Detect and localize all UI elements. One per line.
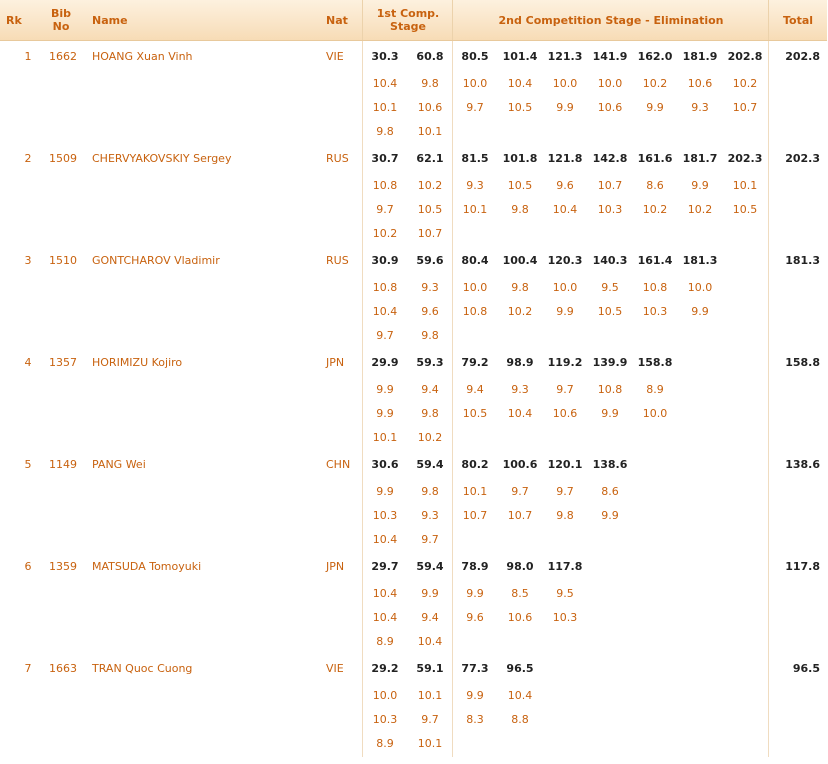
stage1-series-score: 10.4 — [372, 611, 398, 624]
stage2-series-score: 10.4 — [507, 689, 533, 702]
stage2-cumulative-score: 142.8 — [592, 152, 628, 165]
stage1-series-score: 9.8 — [421, 485, 439, 498]
stage2-series-score: 10.1 — [462, 203, 488, 216]
total-score: 158.8 — [785, 356, 820, 369]
stage1-series-score: 9.3 — [421, 281, 439, 294]
table-row — [0, 560, 827, 662]
stage1-cumulative-score: 29.2 — [371, 662, 399, 675]
stage1-header: 1st Comp. Stage — [376, 7, 440, 33]
stage2-series-score: 10.6 — [687, 77, 713, 90]
table-row — [0, 458, 827, 560]
stage1-series-score: 9.9 — [376, 407, 394, 420]
stage1-cumulative-score: 30.7 — [371, 152, 399, 165]
stage2-series-score: 10.4 — [507, 77, 533, 90]
stage1-series-score: 9.7 — [421, 713, 439, 726]
stage1-cumulative-score: 60.8 — [416, 50, 444, 63]
stage2-series-score: 9.8 — [511, 203, 529, 216]
stage2-cumulative-score: 120.3 — [547, 254, 583, 267]
rank-cell: 2 — [24, 152, 32, 165]
stage2-series-score: 9.9 — [601, 509, 619, 522]
athlete-name: TRAN Quoc Cuong — [92, 662, 193, 675]
stage2-cumulative-score: 121.8 — [547, 152, 583, 165]
stage1-series-score: 10.1 — [372, 431, 398, 444]
bib-cell: 1149 — [49, 458, 77, 471]
bib-cell: 1357 — [49, 356, 77, 369]
nation-code: VIE — [326, 662, 344, 675]
stage1-series-score: 9.8 — [376, 125, 394, 138]
stage1-series-score: 9.6 — [421, 305, 439, 318]
total-score: 181.3 — [785, 254, 820, 267]
stage2-series-score: 10.0 — [642, 407, 668, 420]
rank-cell: 3 — [24, 254, 32, 267]
stage1-series-score: 9.8 — [421, 407, 439, 420]
stage1-series-score: 10.4 — [372, 587, 398, 600]
stage2-cumulative-score: 100.6 — [502, 458, 538, 471]
stage2-series-score: 8.6 — [601, 485, 619, 498]
stage1-series-score: 10.4 — [417, 635, 443, 648]
stage2-cumulative-score: 98.0 — [506, 560, 534, 573]
athlete-name: MATSUDA Tomoyuki — [92, 560, 202, 573]
stage1-series-score: 10.1 — [372, 101, 398, 114]
stage2-series-score: 10.5 — [462, 407, 488, 420]
stage2-series-score: 9.3 — [466, 179, 484, 192]
stage2-series-score: 8.6 — [646, 179, 664, 192]
stage2-cumulative-score: 161.6 — [637, 152, 673, 165]
total-score: 138.6 — [785, 458, 820, 471]
nat-header: Nat — [326, 13, 348, 27]
stage2-series-score: 9.9 — [601, 407, 619, 420]
stage2-series-score: 10.2 — [732, 77, 758, 90]
stage1-series-score: 10.4 — [372, 533, 398, 546]
stage2-cumulative-score: 120.1 — [547, 458, 583, 471]
stage1-series-score: 8.9 — [376, 635, 394, 648]
stage2-series-score: 9.8 — [511, 281, 529, 294]
stage2-series-score: 8.3 — [466, 713, 484, 726]
athlete-name: HORIMIZU Kojiro — [92, 356, 183, 369]
stage2-cumulative-score: 101.4 — [502, 50, 538, 63]
stage2-series-score: 9.6 — [556, 179, 574, 192]
stage2-series-score: 10.8 — [597, 383, 623, 396]
stage1-series-score: 10.5 — [417, 203, 443, 216]
stage2-cumulative-score: 79.2 — [461, 356, 489, 369]
stage2-series-score: 10.6 — [507, 611, 533, 624]
total-header: Total — [782, 13, 814, 27]
nation-code: VIE — [326, 50, 344, 63]
stage1-series-score: 10.0 — [372, 689, 398, 702]
stage2-series-score: 10.6 — [552, 407, 578, 420]
stage2-cumulative-score: 181.3 — [682, 254, 718, 267]
results-table-header — [0, 0, 827, 41]
stage2-series-score: 9.7 — [556, 485, 574, 498]
athlete-name: GONTCHAROV Vladimir — [92, 254, 220, 267]
table-row — [0, 254, 827, 356]
stage2-series-score: 9.5 — [556, 587, 574, 600]
stage2-cumulative-score: 119.2 — [547, 356, 583, 369]
stage2-series-score: 10.5 — [507, 179, 533, 192]
name-header: Name — [92, 13, 128, 27]
stage2-series-score: 8.8 — [511, 713, 529, 726]
stage1-cumulative-score: 30.9 — [371, 254, 399, 267]
stage2-cumulative-score: 138.6 — [592, 458, 628, 471]
stage2-series-score: 10.0 — [462, 281, 488, 294]
stage2-series-score: 10.0 — [552, 281, 578, 294]
stage1-cumulative-score: 29.9 — [371, 356, 399, 369]
stage1-series-score: 10.2 — [417, 179, 443, 192]
stage2-cumulative-score: 181.9 — [682, 50, 718, 63]
stage2-series-score: 10.3 — [552, 611, 578, 624]
total-score: 202.3 — [785, 152, 820, 165]
stage2-series-score: 9.7 — [556, 383, 574, 396]
stage2-cumulative-score: 77.3 — [461, 662, 489, 675]
stage2-series-score: 10.0 — [687, 281, 713, 294]
stage1-series-score: 9.4 — [421, 383, 439, 396]
stage2-cumulative-score: 80.2 — [461, 458, 489, 471]
rank-cell: 7 — [24, 662, 32, 675]
stage2-series-score: 10.5 — [597, 305, 623, 318]
stage2-series-score: 8.9 — [646, 383, 664, 396]
stage2-cumulative-score: 140.3 — [592, 254, 628, 267]
stage1-cumulative-score: 59.3 — [416, 356, 444, 369]
stage2-cumulative-score: 100.4 — [502, 254, 538, 267]
stage1-cumulative-score: 30.6 — [371, 458, 399, 471]
stage2-header: 2nd Competition Stage - Elimination — [498, 13, 724, 27]
stage1-series-score: 10.3 — [372, 509, 398, 522]
table-row — [0, 662, 827, 764]
stage2-series-score: 10.8 — [642, 281, 668, 294]
nation-code: RUS — [326, 254, 349, 267]
stage1-series-score: 10.4 — [372, 305, 398, 318]
rank-cell: 6 — [24, 560, 32, 573]
stage2-series-score: 10.0 — [462, 77, 488, 90]
nation-code: RUS — [326, 152, 349, 165]
stage2-series-score: 9.9 — [691, 179, 709, 192]
stage1-series-score: 10.4 — [372, 77, 398, 90]
stage2-cumulative-score: 98.9 — [506, 356, 534, 369]
table-row — [0, 356, 827, 458]
stage1-series-score: 10.8 — [372, 179, 398, 192]
stage2-series-score: 10.4 — [552, 203, 578, 216]
bib-cell: 1662 — [49, 50, 77, 63]
stage2-series-score: 9.9 — [691, 305, 709, 318]
stage2-series-score: 10.6 — [597, 101, 623, 114]
stage2-series-score: 10.7 — [597, 179, 623, 192]
stage2-cumulative-score: 141.9 — [592, 50, 628, 63]
stage2-series-score: 9.7 — [511, 485, 529, 498]
nation-code: CHN — [326, 458, 351, 471]
stage1-series-score: 9.8 — [421, 77, 439, 90]
stage1-cumulative-score: 59.6 — [416, 254, 444, 267]
stage1-cumulative-score: 59.1 — [416, 662, 444, 675]
stage2-cumulative-score: 181.7 — [682, 152, 718, 165]
stage1-series-score: 10.8 — [372, 281, 398, 294]
stage1-series-score: 10.2 — [372, 227, 398, 240]
stage1-series-score: 10.2 — [417, 431, 443, 444]
stage2-cumulative-score: 81.5 — [461, 152, 489, 165]
stage2-series-score: 10.2 — [642, 203, 668, 216]
stage2-series-score: 10.1 — [462, 485, 488, 498]
stage2-cumulative-score: 161.4 — [637, 254, 673, 267]
stage2-cumulative-score: 139.9 — [592, 356, 628, 369]
rank-header: Rk — [6, 13, 22, 27]
stage2-series-score: 8.5 — [511, 587, 529, 600]
stage2-series-score: 10.5 — [507, 101, 533, 114]
stage1-series-score: 9.4 — [421, 611, 439, 624]
stage2-series-score: 9.9 — [556, 101, 574, 114]
stage2-series-score: 10.2 — [642, 77, 668, 90]
stage2-cumulative-score: 202.8 — [727, 50, 763, 63]
header-divider — [452, 0, 453, 40]
stage2-series-score: 9.9 — [556, 305, 574, 318]
stage2-series-score: 10.1 — [732, 179, 758, 192]
rank-cell: 5 — [24, 458, 32, 471]
stage1-series-score: 9.9 — [376, 485, 394, 498]
stage1-series-score: 9.7 — [376, 329, 394, 342]
total-score: 117.8 — [785, 560, 820, 573]
stage2-cumulative-score: 117.8 — [547, 560, 583, 573]
stage2-series-score: 10.3 — [597, 203, 623, 216]
stage1-series-score: 9.9 — [376, 383, 394, 396]
stage1-cumulative-score: 62.1 — [416, 152, 444, 165]
stage2-series-score: 10.8 — [462, 305, 488, 318]
header-divider — [768, 0, 769, 40]
stage2-cumulative-score: 202.3 — [727, 152, 763, 165]
stage2-cumulative-score: 101.8 — [502, 152, 538, 165]
bib-header: Bib No — [50, 7, 72, 33]
stage2-series-score: 9.3 — [511, 383, 529, 396]
stage1-cumulative-score: 59.4 — [416, 458, 444, 471]
athlete-name: CHERVYAKOVSKIY Sergey — [92, 152, 232, 165]
bib-cell: 1509 — [49, 152, 77, 165]
stage1-series-score: 10.3 — [372, 713, 398, 726]
stage2-cumulative-score: 80.4 — [461, 254, 489, 267]
stage2-series-score: 10.3 — [642, 305, 668, 318]
stage2-series-score: 10.7 — [462, 509, 488, 522]
stage2-series-score: 10.5 — [732, 203, 758, 216]
stage2-series-score: 10.2 — [507, 305, 533, 318]
total-score: 202.8 — [785, 50, 820, 63]
stage1-series-score: 10.1 — [417, 125, 443, 138]
rank-cell: 1 — [24, 50, 32, 63]
stage2-series-score: 9.5 — [601, 281, 619, 294]
stage2-series-score: 10.7 — [507, 509, 533, 522]
stage2-series-score: 9.9 — [646, 101, 664, 114]
stage2-series-score: 10.4 — [507, 407, 533, 420]
stage2-cumulative-score: 121.3 — [547, 50, 583, 63]
stage2-series-score: 9.3 — [691, 101, 709, 114]
stage1-series-score: 10.7 — [417, 227, 443, 240]
stage2-series-score: 9.7 — [466, 101, 484, 114]
stage2-series-score: 9.9 — [466, 587, 484, 600]
stage1-series-score: 10.1 — [417, 689, 443, 702]
stage1-cumulative-score: 30.3 — [371, 50, 399, 63]
stage2-cumulative-score: 158.8 — [637, 356, 673, 369]
stage1-series-score: 9.7 — [376, 203, 394, 216]
stage2-series-score: 9.9 — [466, 689, 484, 702]
athlete-name: HOANG Xuan Vinh — [92, 50, 193, 63]
stage1-cumulative-score: 59.4 — [416, 560, 444, 573]
stage2-cumulative-score: 96.5 — [506, 662, 534, 675]
stage2-series-score: 9.4 — [466, 383, 484, 396]
stage2-series-score: 9.8 — [556, 509, 574, 522]
stage1-series-score: 10.1 — [417, 737, 443, 750]
nation-code: JPN — [326, 560, 345, 573]
total-score: 96.5 — [792, 662, 820, 675]
stage2-series-score: 10.2 — [687, 203, 713, 216]
stage2-cumulative-score: 80.5 — [461, 50, 489, 63]
rank-cell: 4 — [24, 356, 32, 369]
stage2-series-score: 10.0 — [597, 77, 623, 90]
stage1-series-score: 9.9 — [421, 587, 439, 600]
bib-cell: 1663 — [49, 662, 77, 675]
stage2-series-score: 9.6 — [466, 611, 484, 624]
stage2-series-score: 10.7 — [732, 101, 758, 114]
stage2-series-score: 10.0 — [552, 77, 578, 90]
stage1-series-score: 9.8 — [421, 329, 439, 342]
bib-cell: 1510 — [49, 254, 77, 267]
nation-code: JPN — [326, 356, 345, 369]
header-divider — [362, 0, 363, 40]
stage1-cumulative-score: 29.7 — [371, 560, 399, 573]
stage2-cumulative-score: 162.0 — [637, 50, 673, 63]
stage2-cumulative-score: 78.9 — [461, 560, 489, 573]
athlete-name: PANG Wei — [92, 458, 146, 471]
stage1-series-score: 8.9 — [376, 737, 394, 750]
table-row — [0, 152, 827, 254]
stage1-series-score: 10.6 — [417, 101, 443, 114]
stage1-series-score: 9.7 — [421, 533, 439, 546]
bib-cell: 1359 — [49, 560, 77, 573]
stage1-series-score: 9.3 — [421, 509, 439, 522]
table-row — [0, 50, 827, 152]
